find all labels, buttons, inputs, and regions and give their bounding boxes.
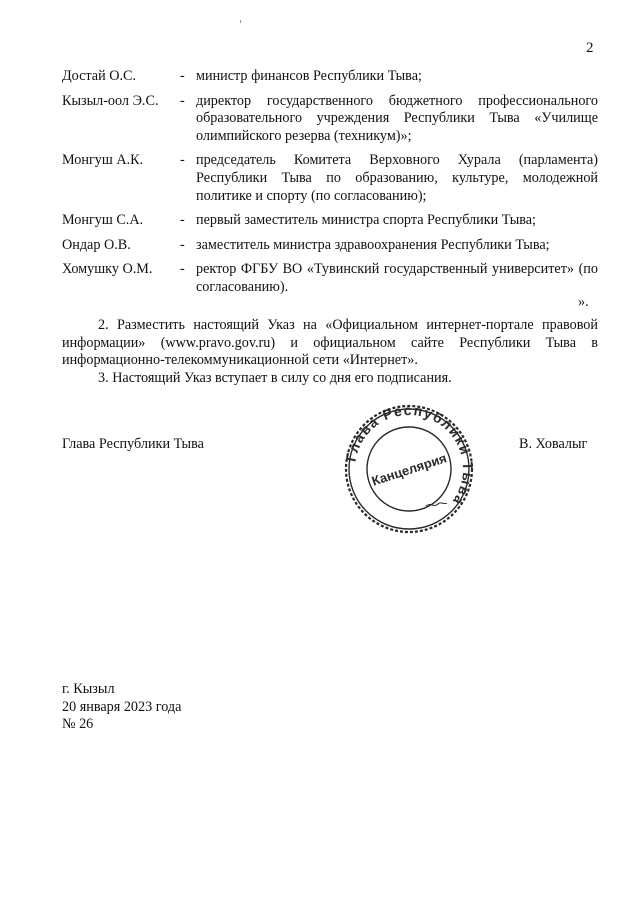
members-list <box>62 68 598 304</box>
signature-name: В. Ховалыг <box>519 436 588 452</box>
member-row <box>62 212 598 230</box>
issue-details <box>62 681 181 734</box>
member-role: директор государственного бюджетного профессионального образовательного учреждения Республики Тыва «Училище олимпийского резерва (техникум)»; <box>196 92 598 144</box>
member-row <box>62 152 598 205</box>
member-name: Ондар О.В. <box>62 236 131 253</box>
page-number: 2 <box>586 40 594 56</box>
member-name: Монгуш С.А. <box>62 212 144 229</box>
decree-paragraphs <box>62 317 598 387</box>
member-role: ректор ФГБУ ВО «Тувинский государственный университет» (по согласованию). <box>196 261 598 295</box>
member-row <box>62 93 598 146</box>
decree-number: № 26 <box>62 716 94 733</box>
issue-date: 20 января 2023 года <box>62 698 182 715</box>
member-row <box>62 237 598 255</box>
member-role: председатель Комитета Верховного Хурала (парламента) Республики Тыва по образованию, культуре, молодежной политике и спорту (по согласованию); <box>196 152 598 204</box>
member-dash: - <box>180 68 185 84</box>
issue-city: г. Кызыл <box>62 681 115 697</box>
member-name: Кызыл-оол Э.С. <box>62 92 159 109</box>
member-dash: - <box>180 92 185 109</box>
member-role: первый заместитель министра спорта Республики Тыва; <box>196 212 537 229</box>
paragraph-2: 2. Разместить настоящий Указ на «Официальном интернет-портале правовой информации» (www.pravo.gov.ru) и официальном сайте Республики Тыва в информационно-телекоммуникационной сети «Интернет». <box>62 317 598 369</box>
office-stamp <box>340 404 478 534</box>
member-name: Хомушку О.М. <box>62 261 153 278</box>
member-dash: - <box>180 152 185 169</box>
scan-mark <box>240 20 241 23</box>
member-row <box>62 68 598 86</box>
member-role: министр финансов Республики Тыва; <box>196 68 422 84</box>
member-dash: - <box>180 261 185 278</box>
closing-quote: ». <box>578 294 589 310</box>
member-name: Достай О.С. <box>62 68 137 84</box>
stamp-inner-text: Канцелярия <box>369 450 449 489</box>
member-name: Монгуш А.К. <box>62 152 144 169</box>
stamp-outer-text: Глава Республики Тыва <box>342 404 477 510</box>
paragraph-3: 3. Настоящий Указ вступает в силу со дня его подписания. <box>98 369 452 386</box>
member-role: заместитель министра здравоохранения Республики Тыва; <box>196 236 550 253</box>
member-row <box>62 261 598 296</box>
member-dash: - <box>180 236 185 253</box>
signature-title: Глава Республики Тыва <box>62 436 204 452</box>
member-dash: - <box>180 212 185 229</box>
